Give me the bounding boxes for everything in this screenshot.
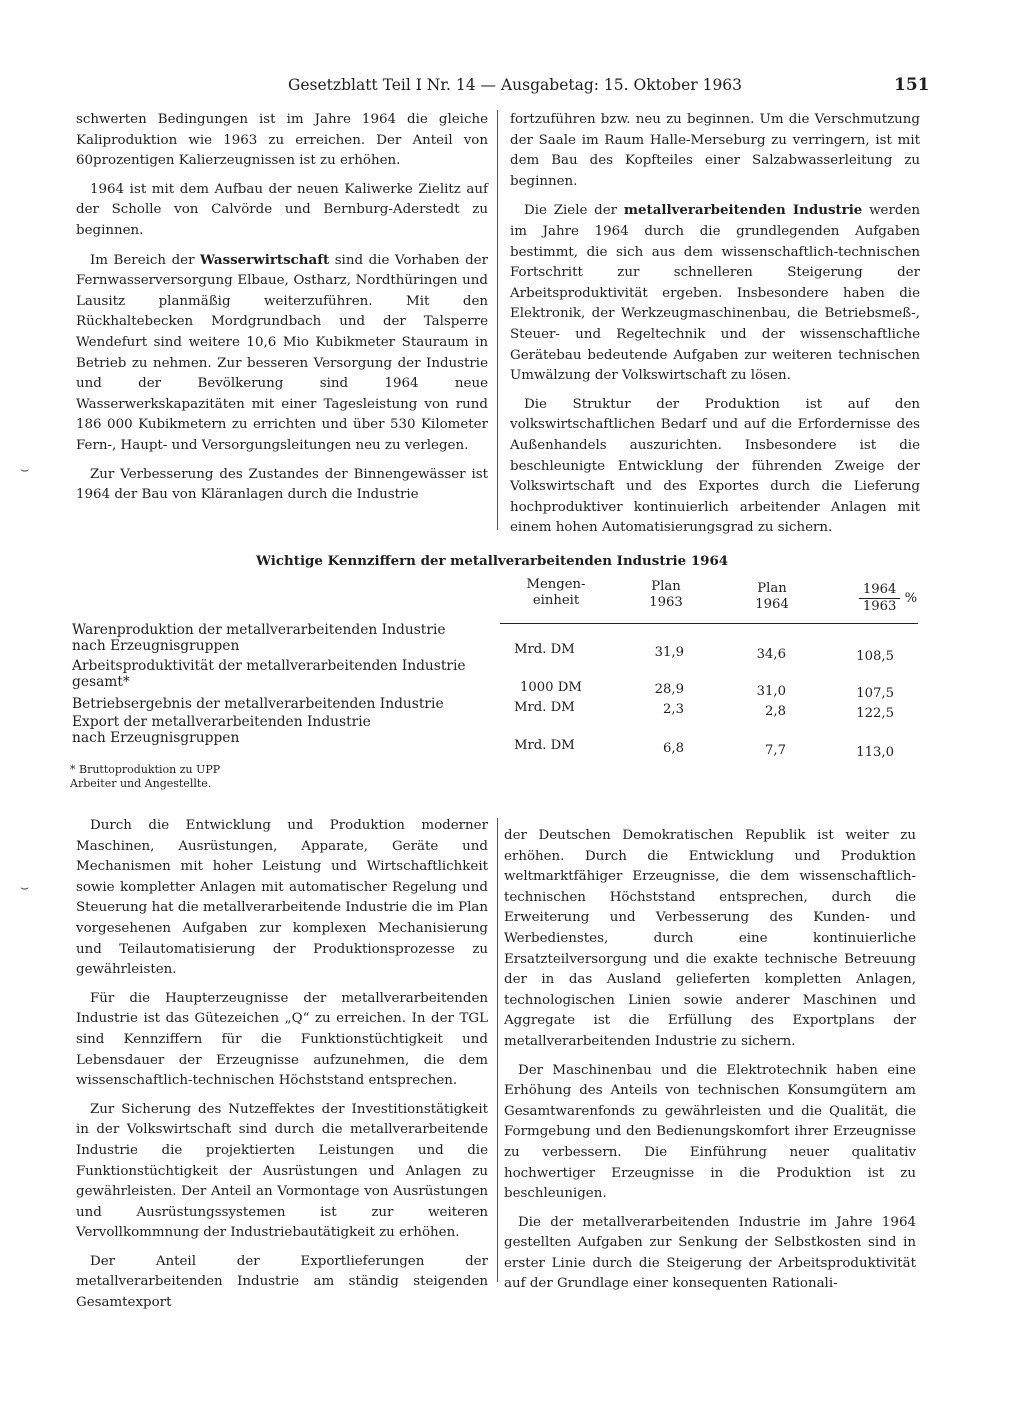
ratio-percent: % xyxy=(904,591,918,606)
column-right-top xyxy=(510,110,920,547)
ratio-fraction xyxy=(859,582,901,615)
cell-ratio: 122,5 xyxy=(856,706,894,721)
table-header-rule xyxy=(500,623,918,624)
cell-plan-1963: 28,9 xyxy=(654,682,684,697)
column-left-top xyxy=(76,110,488,514)
column-right-bottom xyxy=(504,826,916,1303)
paragraph: schwerten Bedingungen ist im Jahre 1964 die gleiche Kaliproduktion wie 1963 zu erreichen. Der Anteil von 60prozentigen Kalierzeugnissen ist zu erhöhen. xyxy=(76,112,488,169)
cell-unit: 1000 DM xyxy=(520,680,582,695)
header-ratio xyxy=(848,582,928,615)
cell-plan-1963: 2,3 xyxy=(663,702,684,717)
margin-mark: ⌣ xyxy=(20,880,30,896)
paragraph: Zur Verbesserung des Zustandes der Binnengewässer ist 1964 der Bau von Kläranlagen durch die Industrie xyxy=(76,466,488,503)
paragraph: Der Anteil der Exportlieferungen der metallverarbeitenden Industrie am ständig steigenden Gesamtexport xyxy=(76,1253,488,1311)
cell-plan-1963: 31,9 xyxy=(654,645,684,660)
header-plan-1964: Plan 1964 xyxy=(755,581,789,612)
cell-unit: Mrd. DM xyxy=(514,642,575,657)
cell-unit: Mrd. DM xyxy=(514,738,575,753)
paragraph-wasserwirtschaft: Im Bereich der Wasserwirtschaft sind die Vorhaben der Fernwasserversorgung Elbaue, Ostharz, Nordthüringen und Lausitz planmäßig weiterzuführen. Mit den Rückhaltebecken Mordgrundbach und der Talsperre Wendefurt sind weitere 10,6 Mio Kubikmeter Stauraum in Betrieb zu nehmen. Zur besseren Versorgung der Industrie und der Bevölkerung sind 1964 neue Wasserwerkskapazitäten mit einer Tagesleistung von rund 186 000 Kubikmetern zu errichten und über 530 Kilometer Fern-, Haupt- und Versorgungsleitungen neu zu verlegen. xyxy=(76,251,488,453)
cell-plan-1964: 34,6 xyxy=(756,647,786,662)
paragraph: Für die Haupterzeugnisse der metallverarbeitenden Industrie ist das Gütezeichen „Q“ zu erreichen. In der TGL sind Kennziffern für die Funktionstüchtigkeit und Lebensdauer der Erzeugnisse aufzunehmen, die dem wissenschaftlich-technischen Höchststand entsprechen. xyxy=(76,990,488,1089)
margin-mark: ⌣ xyxy=(20,462,30,478)
bold-term: Wasserwirtschaft xyxy=(200,251,330,268)
paragraph: der Deutschen Demokratischen Republik ist weiter zu erhöhen. Durch die Entwicklung und Produktion weltmarktfähiger Erzeugnisse, die dem wissenschaftlich-technischen Höchststand entsprechen, durch die Erweiterung und Verbesserung des Kunden- und Werbedienstes, durch eine kontinuierliche Ersatzteilversorgung und die exakte technische Betreuung der in das Ausland gelieferten kompletten Anlagen, technologischen Linien sowie anderer Maschinen und Aggregate ist die Erfüllung des Exportplans der metallverarbeitenden Industrie zu sichern. xyxy=(504,828,916,1049)
ratio-denominator: 1963 xyxy=(862,599,897,614)
cell-plan-1964: 7,7 xyxy=(765,743,786,758)
ratio-numerator: 1964 xyxy=(859,582,901,599)
paragraph-metall: Die Ziele der metallverarbeitenden Industrie werden im Jahre 1964 durch die grundlegenden Aufgaben bestimmt, die sich aus dem wissenschaftlich-technischen Fortschritt zur schnelleren Steigerung der Arbeitsproduktivität ergeben. Insbesondere haben die Elektronik, der Werkzeugmaschinenbau, die Betriebsmeß-, Steuer- und Regeltechnik und der wissenschaftliche Gerätebau bedeutende Aufgaben zur weiteren technischen Umwälzung der Volkswirtschaft zu lösen. xyxy=(510,202,920,384)
paragraph: Die der metallverarbeitenden Industrie im Jahre 1964 gestellten Aufgaben zur Senkung der Selbstkosten sind in erster Linie durch die Steigerung der Arbeitsproduktivität auf der Grundlage einer konsequenten Rationali- xyxy=(504,1214,916,1292)
column-separator xyxy=(497,110,498,530)
paragraph: Durch die Entwicklung und Produktion moderner Maschinen, Ausrüstungen, Apparate, Geräte und Mechanismen mit hoher Leistung und Wirtschaftlichkeit sowie kompletter Anlagen mit automatischer Regelung und Steuerung hat die metallverarbeitende Industrie die im Plan vorgesehenen Aufgaben zur komplexen Mechanisierung und Teilautomatisierung der Produktionsprozesse zu gewährleisten. xyxy=(76,818,488,978)
cell-ratio: 108,5 xyxy=(856,649,894,664)
row-label-arbeitsproduktivitaet: Arbeitsproduktivität der metallverarbeitenden Industrie gesamt* xyxy=(72,658,466,690)
column-left-bottom xyxy=(76,816,488,1322)
column-separator xyxy=(497,818,498,1282)
header-plan-1963: Plan 1963 xyxy=(649,579,683,610)
paragraph: Zur Sicherung des Nutzeffektes der Investitionstätigkeit in der Volkswirtschaft sind durch die metallverarbeitende Industrie die projektierten Leistungen und die Funktionstüchtigkeit der Ausrüstungen und Anlagen zu gewährleisten. Der Anteil an Vormontage von Ausrüstungen und Ausrüstungssystemen ist zur weiteren Vervollkommnung der Industriebautätigkeit zu erhöhen. xyxy=(76,1101,488,1241)
cell-ratio: 113,0 xyxy=(856,745,894,760)
cell-ratio: 107,5 xyxy=(856,686,894,701)
row-label-export: Export der metallverarbeitenden Industrie nach Erzeugnisgruppen xyxy=(72,714,371,746)
cell-plan-1964: 2,8 xyxy=(765,704,786,719)
cell-plan-1964: 31,0 xyxy=(756,684,786,699)
paragraph: Die Struktur der Produktion ist auf den volkswirtschaftlichen Bedarf und auf die Erfordernisse des Außenhandels auszurichten. Insbesondere ist die beschleunigte Entwicklung der führenden Zweige der Volkswirtschaft und des Exportes durch die Lieferung hochproduktiver kontinuierlich arbeitender Anlagen mit einem hohen Automatisierungsgrad zu sichern. xyxy=(510,396,920,536)
paragraph: 1964 ist mit dem Aufbau der neuen Kaliwerke Zielitz auf der Scholle von Calvörde und Bernburg-Aderstedt zu beginnen. xyxy=(76,181,488,238)
running-header: Gesetzblatt Teil I Nr. 14 — Ausgabetag: 15. Oktober 1963 xyxy=(288,76,743,94)
page-number: 151 xyxy=(894,75,930,95)
paragraph: fortzuführen bzw. neu zu beginnen. Um die Verschmutzung der Saale im Raum Halle-Merseburg zu verringern, ist mit dem Bau des Kopfteiles einer Salzabwasserleitung zu beginnen. xyxy=(510,112,920,189)
cell-plan-1963: 6,8 xyxy=(663,741,684,756)
paragraph: Der Maschinenbau und die Elektrotechnik haben eine Erhöhung des Anteils von technischen Konsumgütern am Gesamtwarenfonds zu gewährleisten und die Qualität, die Formgebung und den Bedienungskomfort ihrer Erzeugnisse zu verbessern. Die Einführung neuer qualitativ hochwertiger Erzeugnisse in die Produktion ist zu beschleunigen. xyxy=(504,1062,916,1202)
table-footnote: * Bruttoproduktion zu UPP Arbeiter und Angestellte. xyxy=(70,763,221,790)
cell-unit: Mrd. DM xyxy=(514,700,575,715)
row-label-warenproduktion: Warenproduktion der metallverarbeitenden Industrie nach Erzeugnisgruppen xyxy=(72,622,446,654)
table-title: Wichtige Kennziffern der metallverarbeitenden Industrie 1964 xyxy=(256,553,729,569)
bold-term: metallverarbeitenden Industrie xyxy=(623,202,863,219)
row-label-betriebsergebnis: Betriebsergebnis der metallverarbeitenden Industrie xyxy=(72,696,444,712)
header-unit: Mengen- einheit xyxy=(526,577,586,608)
